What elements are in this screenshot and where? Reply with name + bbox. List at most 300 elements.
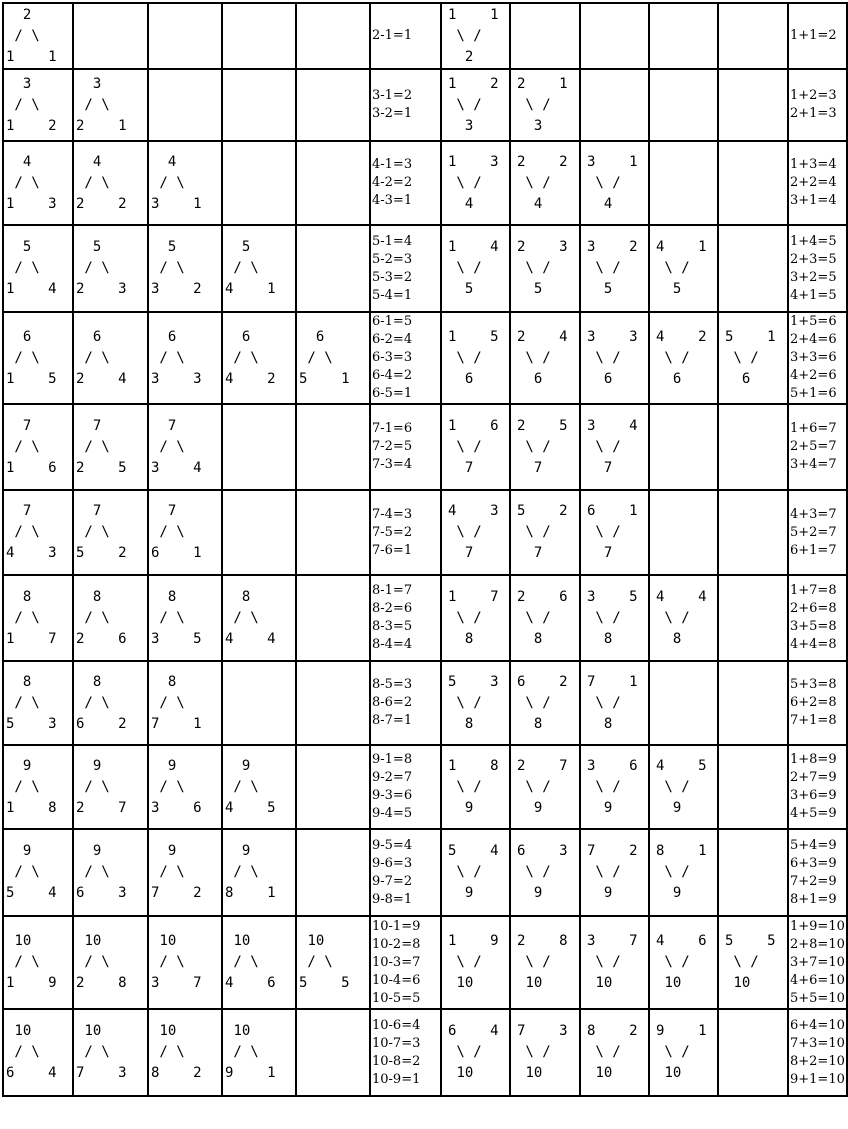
merge-bond-cell bbox=[580, 312, 649, 404]
equation: 1+2=3 bbox=[790, 88, 837, 103]
bond-whole: 8 bbox=[92, 588, 102, 605]
split-bond-cell bbox=[296, 404, 370, 490]
bond-part-left: 4 bbox=[225, 370, 234, 387]
number-bond-merge: 6 3 \ / 9 bbox=[517, 843, 568, 901]
equation: 5-1=4 bbox=[372, 233, 413, 249]
bond-part-right: 1 bbox=[48, 48, 57, 65]
bond-part-left: 4 bbox=[656, 328, 665, 345]
equation: 5+4=9 bbox=[790, 837, 837, 853]
split-bond-cell bbox=[3, 829, 73, 916]
bond-part-left: 1 bbox=[6, 370, 15, 387]
bond-part-right: 1 bbox=[629, 503, 638, 519]
split-bond-cell bbox=[148, 745, 222, 829]
bond-part-right: 3 bbox=[48, 545, 57, 561]
number-bond-merge: 1 1 \ / 2 bbox=[448, 6, 499, 65]
number-bond-split: 4 / \ 3 1 bbox=[151, 153, 202, 212]
bond-part-left: 1 bbox=[6, 281, 15, 297]
split-bond-cell bbox=[222, 1009, 296, 1096]
split-bond-cell bbox=[73, 312, 148, 404]
equation: 5-3=2 bbox=[372, 269, 413, 285]
bond-part-right: 5 bbox=[698, 757, 707, 774]
bond-part-right: 2 bbox=[267, 370, 276, 387]
merge-bond-cell bbox=[718, 404, 788, 490]
bond-part-right: 1 bbox=[267, 1065, 276, 1081]
bond-part-left: 1 bbox=[448, 6, 457, 23]
bond-whole: 4 bbox=[22, 153, 32, 170]
subtraction-cell bbox=[370, 490, 441, 575]
bond-part-right: 2 bbox=[193, 281, 202, 297]
equation: 1+1=2 bbox=[790, 28, 837, 43]
subtraction-cell bbox=[370, 141, 441, 225]
merge-bond-cell bbox=[649, 1009, 718, 1096]
bond-part-right: 1 bbox=[629, 153, 638, 170]
bond-part-right: 2 bbox=[629, 1023, 638, 1039]
number-bond-split: 10 / \ 8 2 bbox=[151, 1023, 202, 1081]
bond-part-left: 1 bbox=[6, 975, 15, 991]
bond-part-right: 1 bbox=[698, 843, 707, 859]
number-bond-merge: 1 6 \ / 7 bbox=[448, 417, 499, 476]
bond-part-left: 6 bbox=[587, 503, 596, 519]
bond-part-right: 3 bbox=[490, 153, 499, 170]
bond-part-left: 3 bbox=[587, 328, 596, 345]
bond-whole: 3 bbox=[464, 117, 474, 134]
bond-part-right: 6 bbox=[267, 975, 276, 991]
bond-part-right: 3 bbox=[48, 195, 57, 212]
bond-part-left: 6 bbox=[151, 545, 160, 561]
bond-part-left: 1 bbox=[448, 153, 457, 170]
bond-part-left: 2 bbox=[76, 630, 85, 647]
equation: 7+2=9 bbox=[790, 873, 837, 889]
bond-whole: 8 bbox=[603, 630, 613, 647]
merge-bond-cell bbox=[510, 1009, 580, 1096]
equation: 6-5=1 bbox=[372, 386, 413, 401]
bond-part-left: 8 bbox=[225, 885, 234, 901]
bond-part-right: 4 bbox=[490, 239, 499, 255]
addition-cell bbox=[788, 69, 847, 141]
subtraction-cell bbox=[370, 225, 441, 312]
number-bond-split: 7 / \ 3 4 bbox=[151, 417, 202, 476]
number-bond-merge: 1 8 \ / 9 bbox=[448, 757, 499, 816]
equation: 2+5=7 bbox=[790, 439, 837, 454]
bond-part-left: 2 bbox=[517, 757, 526, 774]
bond-part-left: 8 bbox=[151, 1065, 160, 1081]
merge-bond-cell bbox=[580, 404, 649, 490]
number-bond-merge: 1 2 \ / 3 bbox=[448, 75, 499, 134]
split-bond-cell bbox=[222, 69, 296, 141]
number-bond-merge: 2 4 \ / 6 bbox=[517, 328, 568, 387]
bond-whole: 6 bbox=[603, 370, 613, 387]
bond-part-right: 6 bbox=[118, 630, 127, 647]
number-bond-split: 10 / \ 2 8 bbox=[76, 933, 127, 991]
equation: 9-5=4 bbox=[372, 837, 413, 853]
number-bond-split: 5 / \ 4 1 bbox=[225, 239, 276, 297]
equation: 3+4=7 bbox=[790, 457, 837, 472]
bond-part-left: 2 bbox=[76, 799, 85, 816]
number-bond-split: 4 / \ 1 3 bbox=[6, 153, 57, 212]
merge-bond-cell bbox=[510, 575, 580, 661]
bond-whole: 9 bbox=[167, 843, 177, 859]
equation: 6-2=4 bbox=[372, 332, 413, 347]
equation: 5+5=10 bbox=[790, 990, 845, 1006]
number-bond-merge: 3 6 \ / 9 bbox=[587, 757, 638, 816]
number-bond-split: 9 / \ 2 7 bbox=[76, 757, 127, 816]
number-bond-split: 8 / \ 3 5 bbox=[151, 588, 202, 647]
merge-bond-cell bbox=[510, 69, 580, 141]
merge-bond-cell bbox=[441, 404, 510, 490]
bond-part-right: 1 bbox=[193, 715, 202, 732]
bond-part-right: 5 bbox=[629, 588, 638, 605]
bond-whole: 5 bbox=[464, 281, 474, 297]
split-bond-cell bbox=[148, 575, 222, 661]
bond-whole: 7 bbox=[533, 459, 543, 476]
split-bond-cell bbox=[222, 575, 296, 661]
number-bond-merge: 7 2 \ / 9 bbox=[587, 843, 638, 901]
bond-whole: 10 bbox=[159, 1023, 177, 1039]
bond-part-left: 2 bbox=[76, 459, 85, 476]
number-bond-merge: 3 2 \ / 5 bbox=[587, 239, 638, 297]
number-bond-merge: 5 5 \ / 10 bbox=[725, 933, 776, 991]
merge-bond-cell bbox=[441, 745, 510, 829]
split-bond-cell bbox=[3, 312, 73, 404]
equation: 8-1=7 bbox=[372, 583, 413, 598]
split-bond-cell bbox=[222, 829, 296, 916]
bond-part-right: 2 bbox=[698, 328, 707, 345]
equation: 8-6=2 bbox=[372, 695, 413, 710]
equation: 9-4=5 bbox=[372, 806, 413, 821]
bond-part-right: 7 bbox=[193, 975, 202, 991]
number-bond-split: 9 / \ 3 6 bbox=[151, 757, 202, 816]
bond-whole: 6 bbox=[241, 328, 251, 345]
split-bond-cell bbox=[296, 3, 370, 69]
bond-part-left: 5 bbox=[517, 503, 526, 519]
bond-part-left: 2 bbox=[76, 117, 85, 134]
equation: 2+2=4 bbox=[790, 175, 837, 190]
split-bond-cell bbox=[148, 916, 222, 1009]
number-bond-split: 10 / \ 3 7 bbox=[151, 933, 202, 991]
bond-part-right: 1 bbox=[193, 195, 202, 212]
merge-bond-cell bbox=[718, 69, 788, 141]
equation: 10-6=4 bbox=[372, 1017, 421, 1033]
bond-part-right: 3 bbox=[490, 503, 499, 519]
bond-part-left: 7 bbox=[517, 1023, 526, 1039]
bond-part-right: 8 bbox=[118, 975, 127, 991]
bond-part-left: 3 bbox=[151, 630, 160, 647]
equation: 2+3=5 bbox=[790, 251, 837, 267]
bond-whole: 6 bbox=[92, 328, 102, 345]
bond-whole: 9 bbox=[167, 757, 177, 774]
bond-part-left: 2 bbox=[517, 328, 526, 345]
bond-part-left: 2 bbox=[76, 281, 85, 297]
bond-part-right: 4 bbox=[48, 281, 57, 297]
bond-part-left: 4 bbox=[225, 799, 234, 816]
bond-part-left: 2 bbox=[76, 370, 85, 387]
bond-part-left: 6 bbox=[517, 673, 526, 690]
bond-whole: 10 bbox=[84, 933, 102, 949]
bond-part-left: 2 bbox=[517, 588, 526, 605]
bond-part-right: 2 bbox=[490, 75, 499, 92]
equation: 9-6=3 bbox=[372, 855, 413, 871]
equation: 6-4=2 bbox=[372, 368, 413, 383]
number-bond-merge: 2 6 \ / 8 bbox=[517, 588, 568, 647]
bond-part-right: 3 bbox=[193, 370, 202, 387]
bond-part-right: 2 bbox=[48, 117, 57, 134]
equation: 6+2=8 bbox=[790, 695, 837, 710]
merge-bond-cell bbox=[441, 312, 510, 404]
number-bond-merge: 3 7 \ / 10 bbox=[587, 933, 638, 991]
addition-cell bbox=[788, 141, 847, 225]
number-bond-split: 7 / \ 5 2 bbox=[76, 503, 127, 561]
bond-whole: 7 bbox=[603, 459, 613, 476]
bond-part-right: 1 bbox=[267, 885, 276, 901]
subtraction-cell bbox=[370, 661, 441, 745]
number-bond-split: 9 / \ 7 2 bbox=[151, 843, 202, 901]
bond-whole: 10 bbox=[159, 933, 177, 949]
bond-part-right: 2 bbox=[118, 715, 127, 732]
equation: 7-3=4 bbox=[372, 457, 413, 472]
table-row bbox=[3, 69, 847, 141]
equation: 9-1=8 bbox=[372, 752, 413, 767]
bond-part-left: 6 bbox=[76, 885, 85, 901]
number-bond-split: 8 / \ 6 2 bbox=[76, 673, 127, 732]
bond-part-left: 6 bbox=[517, 843, 526, 859]
bond-whole: 10 bbox=[456, 975, 474, 991]
bond-whole: 7 bbox=[22, 503, 32, 519]
equation: 3-2=1 bbox=[372, 106, 413, 121]
bond-part-left: 3 bbox=[151, 281, 160, 297]
number-bond-split: 10 / \ 6 4 bbox=[6, 1023, 57, 1081]
subtraction-cell bbox=[370, 745, 441, 829]
merge-bond-cell bbox=[718, 745, 788, 829]
merge-bond-cell bbox=[649, 745, 718, 829]
equation: 10-1=9 bbox=[372, 918, 421, 934]
equation: 8-7=1 bbox=[372, 713, 413, 728]
addition-cell bbox=[788, 490, 847, 575]
bond-whole: 9 bbox=[672, 885, 682, 901]
bond-part-left: 3 bbox=[587, 588, 596, 605]
equation: 5+2=7 bbox=[790, 524, 837, 540]
equation: 10-8=2 bbox=[372, 1053, 421, 1069]
bond-part-right: 6 bbox=[698, 933, 707, 949]
table-row bbox=[3, 575, 847, 661]
bond-part-right: 8 bbox=[48, 799, 57, 816]
bond-part-left: 3 bbox=[151, 370, 160, 387]
split-bond-cell bbox=[222, 404, 296, 490]
bond-whole: 10 bbox=[233, 933, 251, 949]
bond-whole: 5 bbox=[672, 281, 682, 297]
equation: 6+3=9 bbox=[790, 855, 837, 871]
equation: 2+7=9 bbox=[790, 770, 837, 785]
bond-part-left: 5 bbox=[448, 843, 457, 859]
equation: 3+7=10 bbox=[790, 954, 845, 970]
equation: 7-1=6 bbox=[372, 421, 413, 436]
split-bond-cell bbox=[222, 141, 296, 225]
bond-part-right: 1 bbox=[267, 281, 276, 297]
bond-part-right: 1 bbox=[698, 239, 707, 255]
number-bond-split: 7 / \ 4 3 bbox=[6, 503, 57, 561]
merge-bond-cell bbox=[649, 141, 718, 225]
merge-bond-cell bbox=[718, 141, 788, 225]
addition-cell bbox=[788, 3, 847, 69]
bond-part-right: 7 bbox=[118, 799, 127, 816]
number-bond-merge: 7 3 \ / 10 bbox=[517, 1023, 568, 1081]
bond-whole: 6 bbox=[741, 370, 751, 387]
bond-whole: 10 bbox=[233, 1023, 251, 1039]
bond-whole: 2 bbox=[22, 6, 32, 23]
equation: 9-2=7 bbox=[372, 770, 413, 785]
number-bond-merge: 2 2 \ / 4 bbox=[517, 153, 568, 212]
bond-part-right: 3 bbox=[559, 843, 568, 859]
equation: 8+1=9 bbox=[790, 891, 837, 907]
number-bond-merge: 8 2 \ / 10 bbox=[587, 1023, 638, 1081]
bond-whole: 6 bbox=[167, 328, 177, 345]
bond-part-right: 4 bbox=[48, 1065, 57, 1081]
equation: 1+7=8 bbox=[790, 583, 837, 598]
bond-part-left: 1 bbox=[6, 799, 15, 816]
bond-part-left: 1 bbox=[6, 630, 15, 647]
equation: 7+1=8 bbox=[790, 713, 837, 728]
bond-whole: 9 bbox=[464, 885, 474, 901]
merge-bond-cell bbox=[580, 141, 649, 225]
split-bond-cell bbox=[222, 490, 296, 575]
bond-part-right: 6 bbox=[48, 459, 57, 476]
number-bond-merge: 4 4 \ / 8 bbox=[656, 588, 707, 647]
number-bond-merge: 5 2 \ / 7 bbox=[517, 503, 568, 561]
number-bond-split: 7 / \ 6 1 bbox=[151, 503, 202, 561]
number-bond-merge: 4 1 \ / 5 bbox=[656, 239, 707, 297]
table-row bbox=[3, 312, 847, 404]
split-bond-cell bbox=[3, 745, 73, 829]
bond-part-right: 1 bbox=[118, 117, 127, 134]
bond-whole: 10 bbox=[525, 1065, 543, 1081]
number-bond-split: 5 / \ 2 3 bbox=[76, 239, 127, 297]
equation: 10-4=6 bbox=[372, 972, 421, 988]
number-bond-merge: 2 1 \ / 3 bbox=[517, 75, 568, 134]
number-bond-split: 8 / \ 4 4 bbox=[225, 588, 276, 647]
bond-part-left: 7 bbox=[151, 715, 160, 732]
equation: 6-3=3 bbox=[372, 350, 413, 365]
split-bond-cell bbox=[73, 745, 148, 829]
bond-part-left: 1 bbox=[448, 328, 457, 345]
equation: 1+6=7 bbox=[790, 421, 837, 436]
bond-whole: 8 bbox=[464, 715, 474, 732]
equation: 4+4=8 bbox=[790, 637, 837, 652]
merge-bond-cell bbox=[580, 490, 649, 575]
bond-whole: 5 bbox=[603, 281, 613, 297]
worksheet-body bbox=[3, 3, 847, 1096]
number-bond-split: 8 / \ 7 1 bbox=[151, 673, 202, 732]
bond-whole: 6 bbox=[464, 370, 474, 387]
bond-part-right: 2 bbox=[629, 843, 638, 859]
bond-part-right: 4 bbox=[559, 328, 568, 345]
split-bond-cell bbox=[73, 3, 148, 69]
bond-part-left: 6 bbox=[448, 1023, 457, 1039]
number-bond-split: 7 / \ 1 6 bbox=[6, 417, 57, 476]
merge-bond-cell bbox=[718, 661, 788, 745]
bond-part-right: 2 bbox=[559, 153, 568, 170]
bond-whole: 9 bbox=[672, 799, 682, 816]
split-bond-cell bbox=[222, 225, 296, 312]
number-bond-merge: 9 1 \ / 10 bbox=[656, 1023, 707, 1081]
bond-whole: 6 bbox=[22, 328, 32, 345]
bond-whole: 3 bbox=[533, 117, 543, 134]
bond-part-left: 3 bbox=[151, 195, 160, 212]
number-bond-split: 10 / \ 4 6 bbox=[225, 933, 276, 991]
bond-part-left: 5 bbox=[299, 975, 308, 991]
bond-whole: 3 bbox=[22, 75, 32, 92]
equation: 7-6=1 bbox=[372, 542, 413, 558]
bond-whole: 2 bbox=[464, 48, 474, 65]
merge-bond-cell bbox=[580, 575, 649, 661]
split-bond-cell bbox=[296, 829, 370, 916]
split-bond-cell bbox=[296, 745, 370, 829]
merge-bond-cell bbox=[580, 829, 649, 916]
equation: 2+1=3 bbox=[790, 106, 837, 121]
bond-whole: 9 bbox=[92, 843, 102, 859]
number-bond-merge: 6 2 \ / 8 bbox=[517, 673, 568, 732]
equation: 8-2=6 bbox=[372, 601, 413, 616]
merge-bond-cell bbox=[441, 575, 510, 661]
equation: 4-3=1 bbox=[372, 193, 413, 208]
split-bond-cell bbox=[222, 745, 296, 829]
merge-bond-cell bbox=[580, 69, 649, 141]
bond-whole: 10 bbox=[664, 1065, 682, 1081]
equation: 4-2=2 bbox=[372, 175, 413, 190]
bond-part-right: 4 bbox=[698, 588, 707, 605]
bond-whole: 9 bbox=[603, 799, 613, 816]
merge-bond-cell bbox=[510, 490, 580, 575]
merge-bond-cell bbox=[510, 661, 580, 745]
number-bond-split: 6 / \ 4 2 bbox=[225, 328, 276, 387]
bond-part-left: 5 bbox=[299, 370, 308, 387]
bond-part-right: 7 bbox=[559, 757, 568, 774]
table-row bbox=[3, 1009, 847, 1096]
number-bond-merge: 6 1 \ / 7 bbox=[587, 503, 638, 561]
split-bond-cell bbox=[73, 141, 148, 225]
number-bond-split: 10 / \ 7 3 bbox=[76, 1023, 127, 1081]
equation: 10-7=3 bbox=[372, 1035, 421, 1051]
bond-whole: 7 bbox=[533, 545, 543, 561]
addition-cell bbox=[788, 225, 847, 312]
bond-whole: 7 bbox=[92, 417, 102, 434]
equation: 5+1=6 bbox=[790, 386, 837, 401]
bond-part-left: 6 bbox=[76, 715, 85, 732]
equation: 5+3=8 bbox=[790, 677, 837, 692]
addition-cell bbox=[788, 661, 847, 745]
merge-bond-cell bbox=[649, 575, 718, 661]
bond-whole: 4 bbox=[167, 153, 177, 170]
number-bond-merge: 3 3 \ / 6 bbox=[587, 328, 638, 387]
bond-part-left: 4 bbox=[656, 933, 665, 949]
bond-part-right: 4 bbox=[490, 843, 499, 859]
split-bond-cell bbox=[3, 1009, 73, 1096]
bond-whole: 8 bbox=[22, 588, 32, 605]
subtraction-cell bbox=[370, 404, 441, 490]
bond-part-right: 1 bbox=[698, 1023, 707, 1039]
bond-part-right: 1 bbox=[629, 673, 638, 690]
equation: 8-5=3 bbox=[372, 677, 413, 692]
number-bond-split: 9 / \ 1 8 bbox=[6, 757, 57, 816]
split-bond-cell bbox=[296, 575, 370, 661]
merge-bond-cell bbox=[649, 829, 718, 916]
bond-whole: 8 bbox=[22, 673, 32, 690]
bond-part-left: 5 bbox=[725, 933, 734, 949]
number-bond-split: 6 / \ 5 1 bbox=[299, 328, 350, 387]
bond-part-left: 7 bbox=[587, 673, 596, 690]
number-bond-merge: 4 6 \ / 10 bbox=[656, 933, 707, 991]
bond-part-left: 1 bbox=[6, 48, 15, 65]
equation: 1+5=6 bbox=[790, 314, 837, 329]
bond-part-left: 9 bbox=[656, 1023, 665, 1039]
